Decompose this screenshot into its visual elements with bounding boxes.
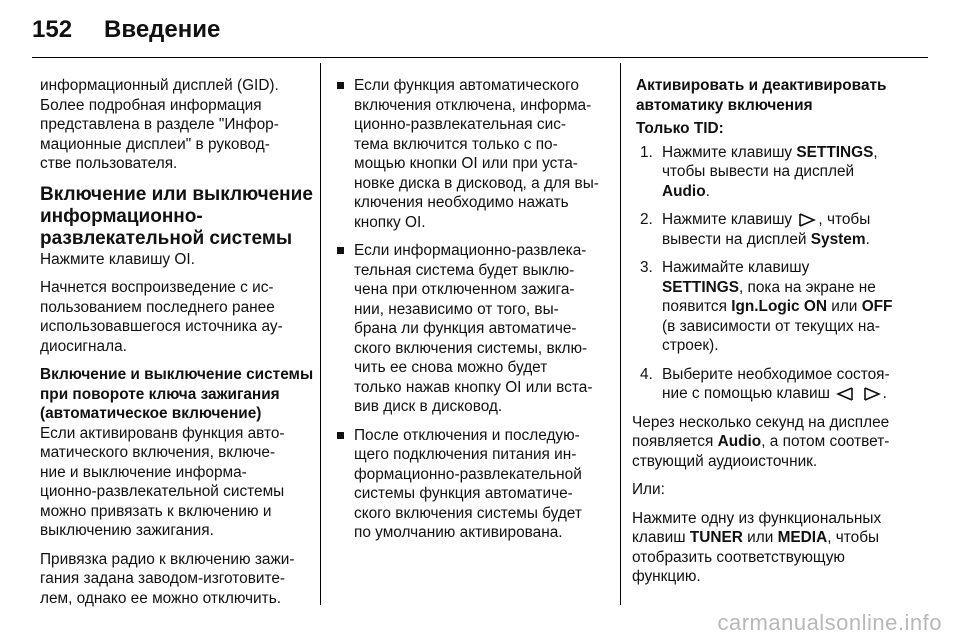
step-number: 2. [640,211,653,228]
auto-paragraph [40,424,312,541]
key-name: SETTINGS [662,278,739,296]
text-line: диосигнала. [40,337,127,355]
text-line [662,182,932,202]
text-line: чена при отключенном зажига- [354,281,575,298]
text-line [632,432,932,452]
text-fragment: , пока на экране не [738,278,876,296]
text-line: чить ее снова можно будет [354,359,548,376]
text-line: щего подключения питания ин- [354,446,577,463]
text-line: нии, независимо от того, вы- [354,300,559,318]
text-line: матического включения, включе- [40,444,276,461]
text-fragment: клавиш [632,529,690,546]
text-line: кнопку OI. [354,213,426,231]
text-line: строек). [662,337,719,354]
text-line: Более подробная информация [40,96,262,114]
text-fragment: вывести на дисплей [662,230,811,248]
section-title: Введение [104,16,221,43]
bullet-item [336,426,608,543]
text-line: только нажав кнопку OI или вста- [354,378,593,396]
heading-line: (автоматическое включение) [40,405,262,422]
text-fragment: . [865,230,870,248]
text-line: формационно-развлекательной [354,465,582,483]
text-line: Выберите необходимое состоя- [662,365,890,383]
heading-line: Активировать и деактивировать [636,77,887,94]
right-arrow-key-icon [798,213,816,227]
text-fragment: , а потом соответ- [761,433,890,450]
right-arrow-key-icon [863,387,881,401]
text-fragment: ние с помощью клавиш [662,385,831,402]
text-line [632,528,932,548]
after-paragraph [632,413,932,472]
step-number: 4. [640,365,653,383]
screen-name: Audio [717,433,762,450]
text-line: стве пользователя. [40,155,178,172]
text-line: ствующий аудиоисточник. [632,452,818,470]
subsection-heading [40,365,312,424]
column-divider-1 [320,63,321,605]
text-line: представлена в разделе "Инфор- [40,116,279,133]
bullet-item [336,241,608,417]
step-item [636,365,932,404]
bullet-square-icon [337,247,344,254]
text-line: ционно-развлекательной системы [40,483,285,500]
text-line: ционно-развлекательная сис- [354,116,567,133]
text-fragment: появится [662,298,732,315]
text-fragment: Нажмите клавишу [662,143,797,161]
text-line: включения отключена, информа- [354,96,592,114]
text-line: использовавшегося источника ау- [40,318,283,335]
heading-line: при повороте ключа зажигания [40,385,280,403]
text-line: Если активированв функция авто- [40,424,285,442]
text-line: мощью кнопки OI или при уста- [354,155,578,172]
text-line: по умолчанию активирована. [354,524,563,541]
header-rule [32,57,928,58]
text-line [662,210,932,230]
text-line: тельная система будет выклю- [354,261,575,279]
text-line [662,143,932,163]
key-name: MEDIA [777,529,828,546]
text-line: чтобы вывести на дисплей [662,163,855,180]
text-fragment: появляется [632,433,718,450]
column-3 [632,76,932,596]
screen-name: System [810,230,866,248]
heading-line: Включение и выключение системы [40,366,314,383]
text-line: тема включится только с по- [354,135,558,153]
column-2 [336,76,608,552]
text-line: Нажимайте клавишу [662,259,810,276]
intro-paragraph [40,76,312,174]
text-line [662,230,932,250]
heading-line: информационно- [40,205,203,227]
text-line: Нажмите клавишу OI. [40,250,195,268]
key-name: SETTINGS [796,143,874,161]
text-line: мационные дисплеи" в руковод- [40,135,270,153]
binding-paragraph [40,550,312,609]
text-line [662,278,932,298]
bullet-item [336,76,608,232]
text-fragment: Нажмите клавишу [662,211,793,228]
watermark: carmanualsonline.info [717,610,942,635]
text-fragment: , [873,143,878,161]
text-fragment: , чтобы [827,529,880,546]
text-line: После отключения и последую- [354,426,580,444]
press-paragraph [40,250,312,270]
option-name: Ign.Logic ON [731,298,827,315]
text-line: системы функция автоматиче- [354,485,573,502]
page-number: 152 [32,16,73,43]
text-fragment: . [882,385,887,402]
text-line: функцию. [632,568,701,585]
step-number: 3. [640,259,653,276]
section-heading [40,184,312,250]
option-name: OFF [861,298,893,315]
bullet-square-icon [337,82,344,89]
text-line: вив диск в дисковод. [354,398,503,415]
bullet-square-icon [337,432,344,439]
text-line: брана ли функция автоматиче- [354,320,577,337]
text-line: лем, однако ее можно отключить. [40,589,281,607]
step-item [636,258,932,356]
text-line: гания задана заводом-изготовите- [40,570,286,587]
text-fragment: , чтобы [818,211,871,228]
text-line: ние и выключение информа- [40,463,247,481]
text-line [662,297,932,317]
screen-name: Audio [662,182,706,200]
text-line: ского включения системы, вклю- [354,339,588,357]
step-number: 1. [640,143,653,161]
text-fragment: или [742,529,778,546]
text-line: (в зависимости от текущих на- [662,317,881,335]
text-line: можно привязать к включению и [40,502,272,520]
text-line: ключения необходимо нажать [354,194,569,211]
section-heading [636,76,932,115]
text-line: Привязка радио к включению зажи- [40,550,295,568]
text-line: Если информационно-развлека- [354,242,587,259]
text-line: Нажмите одну из функциональных [632,509,882,527]
text-line: новке диска в дисковод, а для вы- [354,174,599,192]
text-fragment: или [826,298,862,315]
left-arrow-key-icon [836,387,854,401]
text-line: ского включения системы будет [354,504,582,522]
step-item [636,210,932,249]
text-line: информационный дисплей (GID). [40,77,279,94]
column-divider-2 [620,63,621,605]
key-name: TUNER [689,529,743,546]
step-item [636,143,932,202]
text-line: Через несколько секунд на дисплее [632,413,890,431]
alt-paragraph [632,509,932,587]
steps-list [636,143,932,404]
heading-line: развлекательной системы [40,227,293,249]
page-header [32,16,220,56]
bullet-list [336,76,608,543]
text-line: отобразить соответствующую [632,548,845,566]
text-line: пользованием последнего ранее [40,298,275,316]
text-line: Если функция автоматического [354,77,579,94]
text-fragment: . [705,182,710,200]
heading-line: Включение или выключение [40,183,313,205]
text-line: Начнется воспроизведение с ис- [40,279,274,296]
text-line [662,384,932,404]
or-label: Или: [632,481,665,498]
playback-paragraph [40,278,312,356]
heading-line: автоматику включения [636,96,813,114]
column-1 [40,76,312,617]
text-line: выключению зажигания. [40,522,214,539]
tid-label: Только TID: [636,120,724,137]
